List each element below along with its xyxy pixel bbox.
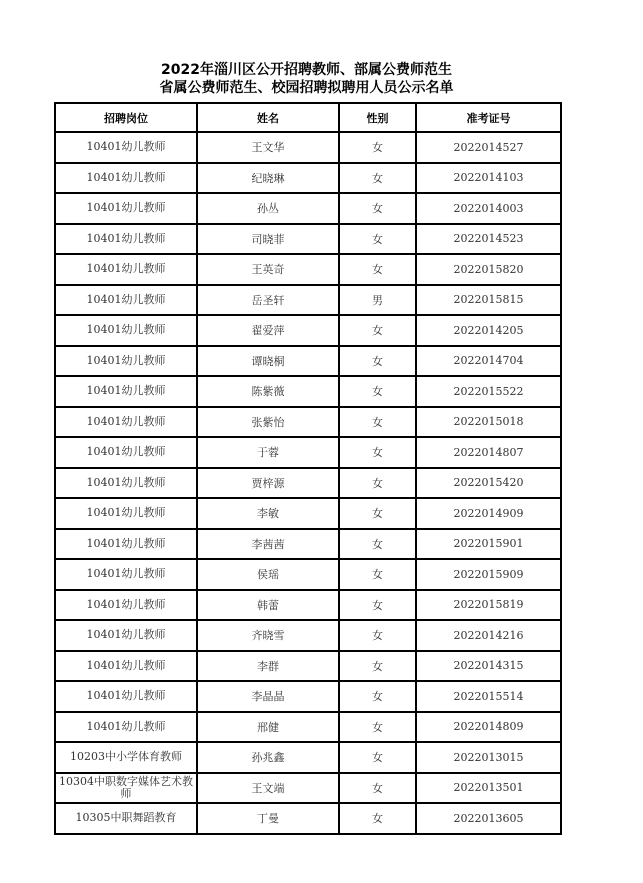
cell-exam-id: 2022014809 <box>416 712 561 743</box>
cell-gender: 女 <box>339 315 416 346</box>
cell-position: 10401幼儿教师 <box>55 193 197 224</box>
cell-position: 10401幼儿教师 <box>55 712 197 743</box>
cell-exam-id: 2022015815 <box>416 285 561 316</box>
cell-exam-id: 2022015420 <box>416 468 561 499</box>
table-row <box>55 559 561 590</box>
cell-name: 王文端 <box>197 773 339 804</box>
cell-exam-id: 2022014523 <box>416 224 561 255</box>
cell-name: 李晶晶 <box>197 681 339 712</box>
cell-exam-id: 2022015820 <box>416 254 561 285</box>
cell-name: 于蓉 <box>197 437 339 468</box>
cell-position: 10401幼儿教师 <box>55 285 197 316</box>
cell-name: 丁曼 <box>197 803 339 834</box>
cell-position: 10305中职舞蹈教育 <box>55 803 197 834</box>
cell-gender: 女 <box>339 590 416 621</box>
cell-gender: 女 <box>339 498 416 529</box>
table-row <box>55 376 561 407</box>
table-row <box>55 193 561 224</box>
cell-name: 司晓菲 <box>197 224 339 255</box>
cell-name: 侯瑶 <box>197 559 339 590</box>
cell-exam-id: 2022013501 <box>416 773 561 804</box>
cell-position: 10401幼儿教师 <box>55 498 197 529</box>
header-gender: 性别 <box>339 103 416 132</box>
table-row <box>55 742 561 773</box>
table-row <box>55 651 561 682</box>
candidate-table <box>54 102 562 835</box>
cell-position: 10401幼儿教师 <box>55 651 197 682</box>
cell-gender: 女 <box>339 132 416 163</box>
cell-gender: 女 <box>339 224 416 255</box>
cell-gender: 女 <box>339 163 416 194</box>
table-row <box>55 163 561 194</box>
cell-exam-id: 2022015514 <box>416 681 561 712</box>
cell-gender: 女 <box>339 437 416 468</box>
cell-name: 岳圣轩 <box>197 285 339 316</box>
cell-gender: 女 <box>339 742 416 773</box>
cell-gender: 女 <box>339 681 416 712</box>
header-position: 招聘岗位 <box>55 103 197 132</box>
table-row <box>55 132 561 163</box>
cell-exam-id: 2022013015 <box>416 742 561 773</box>
cell-position: 10401幼儿教师 <box>55 437 197 468</box>
cell-exam-id: 2022015522 <box>416 376 561 407</box>
cell-exam-id: 2022014003 <box>416 193 561 224</box>
table-row <box>55 773 561 804</box>
table-row <box>55 407 561 438</box>
cell-exam-id: 2022013605 <box>416 803 561 834</box>
header-name: 姓名 <box>197 103 339 132</box>
cell-exam-id: 2022014807 <box>416 437 561 468</box>
cell-gender: 女 <box>339 254 416 285</box>
cell-gender: 女 <box>339 803 416 834</box>
cell-gender: 女 <box>339 651 416 682</box>
table-row <box>55 498 561 529</box>
cell-exam-id: 2022014909 <box>416 498 561 529</box>
cell-name: 李敏 <box>197 498 339 529</box>
table-row <box>55 315 561 346</box>
table-row <box>55 712 561 743</box>
cell-name: 齐晓雪 <box>197 620 339 651</box>
cell-position: 10401幼儿教师 <box>55 163 197 194</box>
cell-position: 10401幼儿教师 <box>55 315 197 346</box>
cell-gender: 男 <box>339 285 416 316</box>
cell-gender: 女 <box>339 407 416 438</box>
cell-position: 10401幼儿教师 <box>55 224 197 255</box>
cell-position: 10401幼儿教师 <box>55 132 197 163</box>
table-row <box>55 620 561 651</box>
cell-position: 10401幼儿教师 <box>55 590 197 621</box>
cell-position: 10401幼儿教师 <box>55 254 197 285</box>
cell-position: 10401幼儿教师 <box>55 376 197 407</box>
table-row <box>55 529 561 560</box>
cell-name: 李群 <box>197 651 339 682</box>
cell-gender: 女 <box>339 773 416 804</box>
table-row <box>55 254 561 285</box>
cell-exam-id: 2022014315 <box>416 651 561 682</box>
cell-gender: 女 <box>339 712 416 743</box>
cell-position: 10401幼儿教师 <box>55 681 197 712</box>
cell-exam-id: 2022014205 <box>416 315 561 346</box>
table-row <box>55 803 561 834</box>
cell-position: 10401幼儿教师 <box>55 559 197 590</box>
cell-position: 10401幼儿教师 <box>55 346 197 377</box>
table-row <box>55 285 561 316</box>
table-row <box>55 590 561 621</box>
table-row <box>55 468 561 499</box>
cell-gender: 女 <box>339 620 416 651</box>
cell-name: 孙丛 <box>197 193 339 224</box>
page-title-line-2: 省属公费师范生、校园招聘拟聘用人员公示名单 <box>159 80 454 96</box>
cell-gender: 女 <box>339 559 416 590</box>
table-row <box>55 681 561 712</box>
cell-gender: 女 <box>339 346 416 377</box>
header-exam-id: 准考证号 <box>416 103 561 132</box>
table-row <box>55 346 561 377</box>
cell-gender: 女 <box>339 529 416 560</box>
cell-exam-id: 2022014103 <box>416 163 561 194</box>
cell-position: 10304中职数字媒体艺术教师 <box>55 773 197 804</box>
table-body <box>55 132 561 834</box>
cell-exam-id: 2022014216 <box>416 620 561 651</box>
cell-name: 李茜茜 <box>197 529 339 560</box>
cell-gender: 女 <box>339 468 416 499</box>
cell-name: 孙兆鑫 <box>197 742 339 773</box>
cell-gender: 女 <box>339 376 416 407</box>
cell-position: 10401幼儿教师 <box>55 529 197 560</box>
cell-name: 陈紫薇 <box>197 376 339 407</box>
cell-name: 王文华 <box>197 132 339 163</box>
cell-name: 邢健 <box>197 712 339 743</box>
table-header-row <box>55 103 561 132</box>
table-row <box>55 437 561 468</box>
cell-position: 10401幼儿教师 <box>55 407 197 438</box>
cell-name: 张紫怡 <box>197 407 339 438</box>
cell-name: 贾梓源 <box>197 468 339 499</box>
cell-exam-id: 2022015018 <box>416 407 561 438</box>
cell-position: 10401幼儿教师 <box>55 620 197 651</box>
cell-name: 韩蕾 <box>197 590 339 621</box>
cell-name: 纪晓琳 <box>197 163 339 194</box>
page-title-line-1: 2022年淄川区公开招聘教师、部属公费师范生 <box>161 62 452 78</box>
cell-name: 谭晓桐 <box>197 346 339 377</box>
cell-name: 王英奇 <box>197 254 339 285</box>
cell-position: 10401幼儿教师 <box>55 468 197 499</box>
table-row <box>55 224 561 255</box>
cell-exam-id: 2022014527 <box>416 132 561 163</box>
cell-name: 翟爱萍 <box>197 315 339 346</box>
cell-exam-id: 2022015901 <box>416 529 561 560</box>
cell-exam-id: 2022015909 <box>416 559 561 590</box>
cell-position: 10203中小学体育教师 <box>55 742 197 773</box>
cell-exam-id: 2022014704 <box>416 346 561 377</box>
cell-gender: 女 <box>339 193 416 224</box>
cell-exam-id: 2022015819 <box>416 590 561 621</box>
